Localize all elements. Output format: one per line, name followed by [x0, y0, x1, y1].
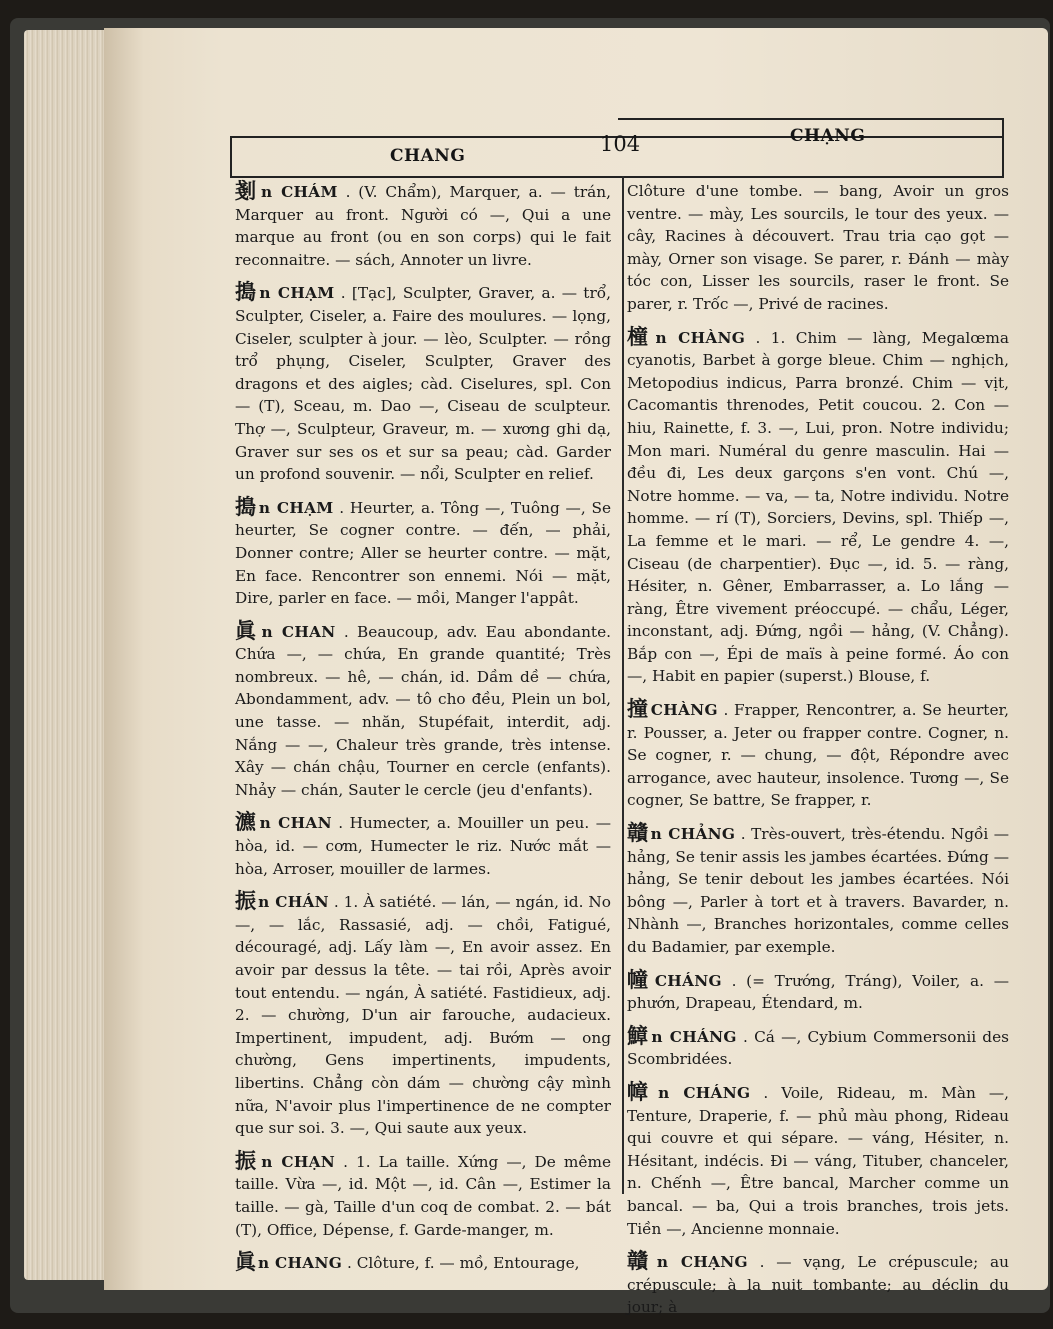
entry-definition: . — vạng, Le crépuscule; au crépuscule; à la nuit tombante; au déclin du jour; à [627, 1253, 1009, 1317]
entry-headword: n CHẠNG [656, 1253, 748, 1272]
entry-definition: . Clôture, f. — mồ, Entourage, [346, 1254, 580, 1273]
entry-headword: n CHÀNG [655, 328, 746, 347]
entry-headword: n CHÁNG [651, 1027, 737, 1046]
entry-character: 搗 [235, 493, 257, 519]
entry-definition: . 1. À satiété. — lán, — ngán, id. No —, — lắc, Rassasié, adj. — chồi, Fatigué, découragé, adj. Lấy làm —, En avoir assez. En avoir par dessus la tête. — tai rồi, Après avoir tout entendu. — ngán, À satiété. Fastidieux, adj. 2. — chường, D'un air farouche, audacieux. Impertinent, impudent, adj. Bướm — ong chường, Gens impertinents, impudents, libertins. Chẳng còn dám — chường cậy mình nữa, N'avoir plus l'impertinence de ne compter que sur soi. 3. —, Qui saute aux yeux. [235, 893, 611, 1138]
dictionary-entry [627, 966, 1009, 1015]
dictionary-entry [627, 698, 1009, 812]
left-column [235, 180, 611, 1285]
entry-definition: Clôture d'une tombe. — bang, Avoir un gros ventre. — mày, Les sourcils, le tour des yeux. — cây, Racines à découvert. Trau tria cạo gọt — mày, Orner son visage. Se parer, r. Đánh — mày tóc con, Lisser les sourcils, raser le front. Se parer, r. Trốc —, Privé de racines. [627, 182, 1009, 313]
entry-definition: . Cá —, Cybium Commersonii des Scombridées. [627, 1027, 1010, 1069]
dictionary-entry [627, 822, 1009, 959]
entry-headword: CHÁNG [654, 971, 722, 990]
entry-headword: n CHẠM [259, 284, 335, 303]
entry-headword: n CHÁN [258, 893, 329, 912]
entry-definition: . Très-ouvert, très-étendu. Ngồi — hảng, Se tenir assis les jambes écartées. Đứng — hảng, Se tenir debout les jambes écartées. Nói bông —, Parler à tort et à travers. Bavarder, n. Nhành —, Branches horizontales, comme celles du Badamier, par exemple. [627, 825, 1010, 956]
header-right-word: CHẠNG [790, 126, 866, 146]
entry-character: 幛 [627, 1078, 657, 1104]
dictionary-entry [235, 890, 611, 1140]
entry-character: 幢 [627, 966, 653, 992]
entry-character: 瀌 [235, 809, 258, 835]
dictionary-entry [235, 1251, 611, 1275]
entry-character: 撞 [627, 696, 649, 722]
entry-character: 振 [235, 888, 257, 914]
entry-definition: . 1. Chim — làng, Megalœma cyanotis, Barbet à gorge bleue. Chim — nghịch, Metopodius indicus, Parra bronzé. Chim — vịt, Cacomantis threnodes, Petit coucou. 2. Con — hiu, Rainette, f. 3. —, Lui, pron. Notre individu; Mon mari. Numéral du genre masculin. Hai — đều đi, Les deux garçons s'en vont. Chú —, Notre homme. — va, — ta, Notre individu. Notre homme. — rí (T), Sorciers, Devins, spl. Thiếp —, La femme et le mari. — rể, Le gendre 4. —, Ciseau (de charpentier). Đục —, id. 5. — ràng, Hésiter, n. Gêner, Embarrasser, a. Lo lắng — ràng, Être vivement préoccupé. — chẩu, Léger, inconstant, adj. Đứng, ngồi — hảng, (V. Chẳng). Bắp con —, Épi de maïs à peine formé. Áo con —, Habit en papier (superst.) Blouse, f. [627, 328, 1009, 686]
entry-definition: . Heurter, a. Tông —, Tuông —, Se heurter, Se cogner contre. — đến, — phải, Donner contre; Aller se heurter contre. — mặt, En face. Rencontrer son ennemi. Nói — mặt, Dire, parler en face. — mồi, Manger l'appât. [235, 498, 612, 608]
entry-headword: n CHÁM [261, 183, 338, 201]
entry-definition: . (= Trướng, Tráng), Voiler, a. — phướn, Drapeau, Étendard, m. [627, 971, 1009, 1013]
dictionary-entry [235, 281, 611, 485]
page-header [230, 118, 1002, 176]
entry-definition: . [Tạc], Sculpter, Graver, a. — trổ, Sculpter, Ciseler, a. Faire des moulures. — lọng, Ciseler, sculpter à jour. — lèo, Sculpter. — rồng trổ phụng, Ciseler, Sculpter, Graver des dragons et des aigles; càd. Ciselures, spl. Con — (T), Sceau, m. Dao —, Ciseau de sculpteur. Thợ —, Sculpteur, Graveur, m. — xương ghi dạ, Graver sur ses os et sur sa peau; càd. Garder un profond souvenir. — nổi, Sculpter en relief. [235, 284, 611, 484]
entry-character: 眞 [235, 617, 260, 643]
right-column [627, 180, 1009, 1329]
entry-definition: . Humecter, a. Mouiller un peu. — hòa, id. — cơm, Humecter le riz. Nước mắt — hòa, Arroser, mouiller de larmes. [235, 814, 611, 878]
entry-definition: . Beaucoup, adv. Eau abondante. Chứa —, — chứa, En grande quantité; Très nombreux. — hê, — chán, id. Dầm dề — chứa, Abondamment, adv. — tô cho đều, Plein un bol, une tasse. — nhăn, Stupéfait, interdit, adj. Nắng — —, Chaleur très grande, très intense. Xây — chán chậu, Tourner en cercle (enfants). Nhảy — chán, Sauter le cercle (jeu d'enfants). [235, 622, 611, 799]
dictionary-entry [235, 811, 611, 880]
entry-headword: n CHÁNG [658, 1083, 751, 1102]
entry-definition: . 1. La taille. Xứng —, De même taille. Vừa —, id. Một —, id. Cân —, Estimer la taille. — gà, Taille d'un coq de combat. 2. — bát (T), Office, Dépense, f. Garde-manger, m. [235, 1152, 611, 1239]
column-divider [622, 176, 624, 1194]
entry-headword: n CHAN [259, 814, 332, 833]
dictionary-entry [235, 1147, 611, 1241]
entry-headword: n CHẢNG [650, 825, 736, 844]
entry-character: 眞 [235, 1249, 256, 1275]
entry-character: 贛 [627, 820, 649, 846]
entry-headword: n CHẠN [261, 1152, 336, 1171]
entry-character: 鱆 [627, 1022, 650, 1048]
entry-headword: n CHẠM [258, 498, 334, 517]
entry-character: 贛 [627, 1248, 655, 1274]
entry-character: 搗 [235, 279, 258, 305]
dictionary-entry [627, 323, 1009, 689]
entry-character: 橦 [627, 323, 654, 349]
page-edges [24, 30, 110, 1280]
dictionary-entry [627, 180, 1009, 316]
entry-headword: n CHAN [261, 622, 336, 641]
dictionary-entry [235, 180, 611, 271]
dictionary-entry [235, 617, 611, 802]
entry-headword: n CHANG [258, 1254, 343, 1273]
dictionary-entry [627, 1250, 1009, 1319]
dictionary-entry [627, 1022, 1010, 1071]
entry-definition: . (V. Chẩm), Marquer, a. — trán, Marquer au front. Người có —, Qui a une marque au front (ou en son corps) qui le fait reconnaitre. — sách, Annoter un livre. [235, 183, 611, 269]
page-number: 104 [600, 132, 641, 156]
entry-character: 振 [235, 1147, 260, 1173]
entry-headword: CHÀNG [650, 701, 718, 720]
dictionary-entry [235, 493, 612, 610]
entry-character: 剗 [235, 178, 260, 203]
entry-definition: . Frapper, Rencontrer, a. Se heurter, r. Pousser, a. Jeter ou frapper contre. Cogner, n. Se cogner, r. — chung, — đột, Répondre avec arrogance, avec hauteur, insolence. Tương —, Se cogner, Se battre, Se frapper, r. [627, 701, 1010, 810]
header-left-word: CHANG [390, 146, 466, 166]
entry-definition: . Voile, Rideau, m. Màn —, Tenture, Draperie, f. — phủ màu phong, Rideau qui couvre et qui sépare. — váng, Hésiter, n. Hésitant, indécis. Đi — váng, Tituber, chanceler, n. Chếnh —, Être bancal, Marcher comme un bancal. — ba, Qui a trois branches, trois jets. Tiền —, Ancienne monnaie. [627, 1083, 1010, 1238]
dictionary-entry [627, 1078, 1010, 1240]
